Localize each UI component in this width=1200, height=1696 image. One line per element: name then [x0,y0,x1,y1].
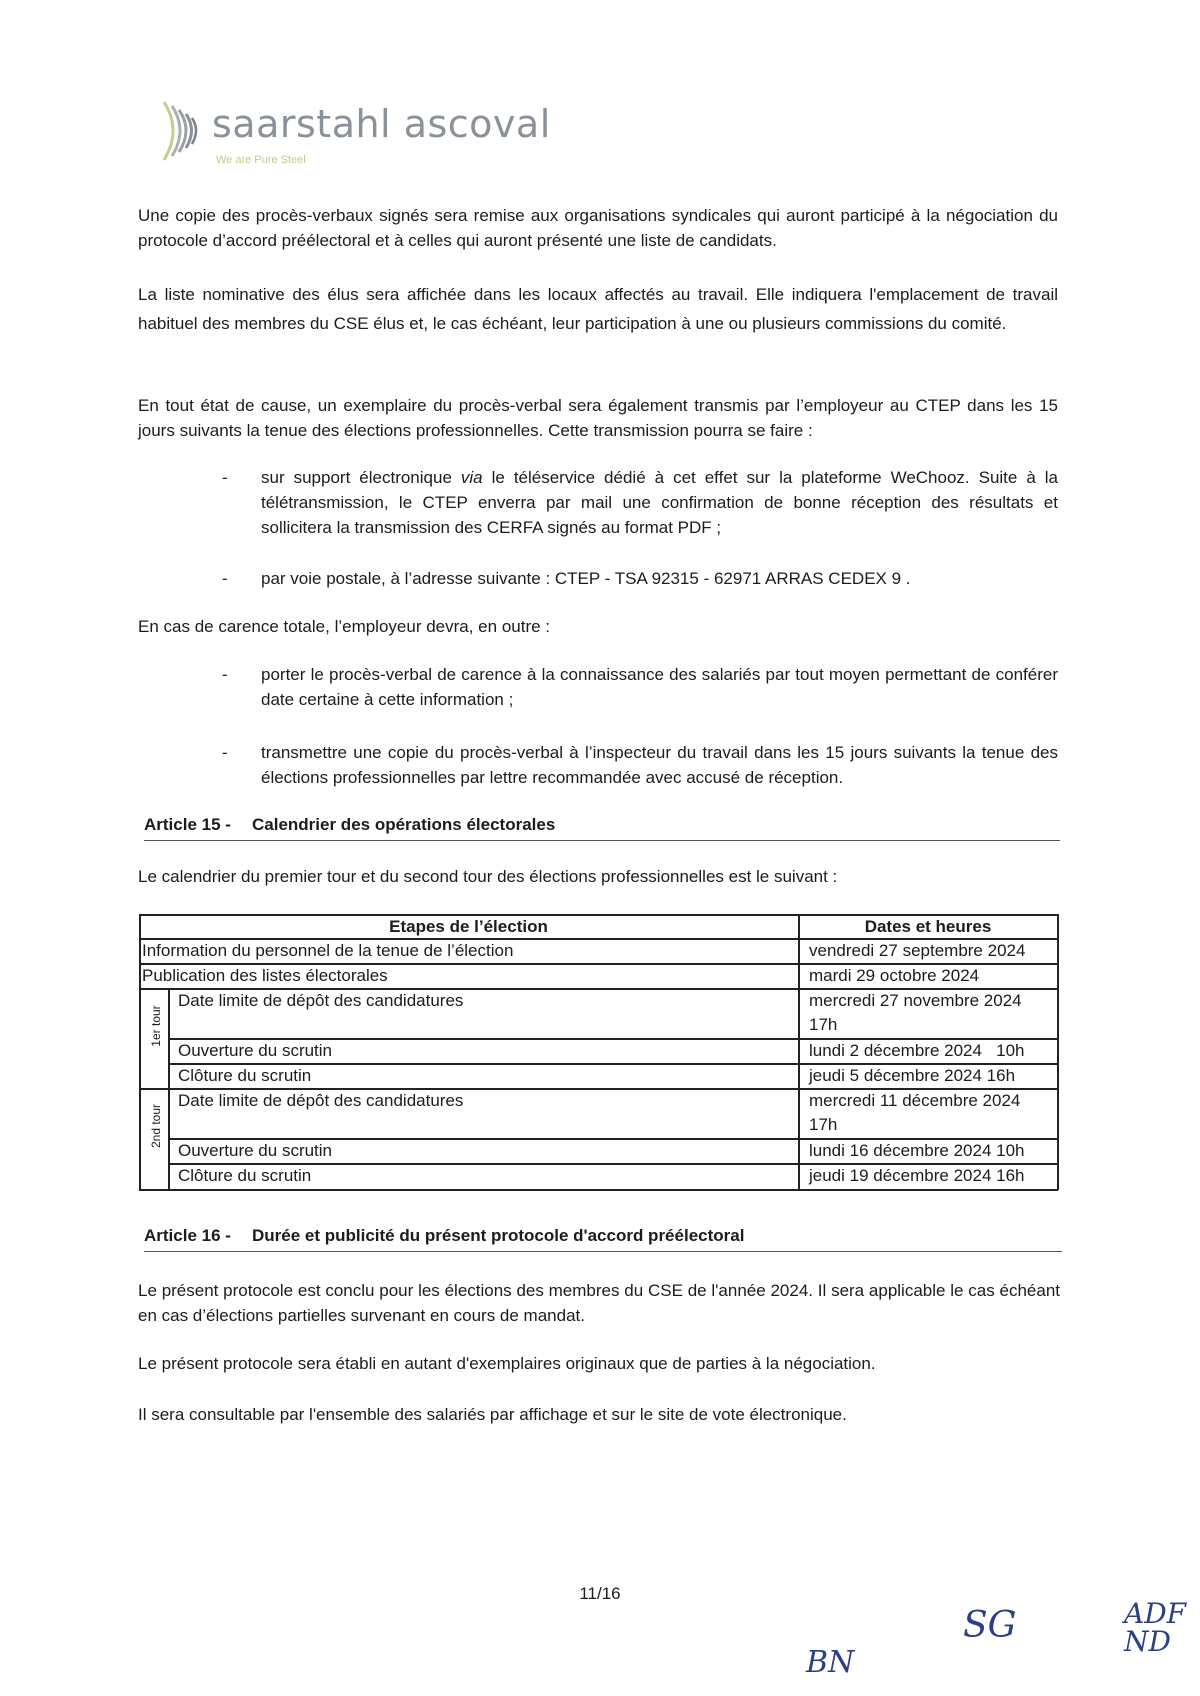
bullet-text: transmettre une copie du procès-verbal à l’inspecteur du travail dans les 15 jours suivants la tenue des élections professionnelles par lettre recommandée avec accusé de réception. [261,743,1058,787]
bullet-text: sur support électronique via le téléservice dédié à cet effet sur la plateforme WeChooz. Suite à la télétransmission, le CTEP enverra par mail une confirmation de bonne réception des résultats et sollicitera la transmission des CERFA signés au format PDF ; [261,468,1059,537]
handwritten-initials: BN [806,1645,855,1680]
table-cell-step: Ouverture du scrutin [178,1041,333,1060]
handwritten-initials: SG [963,1605,1017,1646]
table-cell-step: Publication des listes électorales [142,966,388,985]
company-logo [160,96,551,176]
bullet-dash: - [222,743,228,762]
logo-tagline: We are Pure Steel [216,154,306,166]
table-cell-date: vendredi 27 septembre 2024 [809,941,1026,960]
bullet-dash: - [222,569,228,588]
bullet-text: porter le procès-verbal de carence à la connaissance des salariés par tout moyen permettant de conférer date certaine à cette information ; [261,665,1058,709]
table-cell-step: Date limite de dépôt des candidatures [178,1091,464,1110]
logo-wave-icon [160,96,210,166]
paragraph-ctep: En tout état de cause, un exemplaire du procès-verbal sera également transmis par l’employeur au CTEP dans les 15 jours suivants la tenue des élections professionnelles. Cette transmission pourra se faire : [138,396,1058,440]
calendar-intro: Le calendrier du premier tour et du second tour des élections professionnelles est le suivant : [138,867,838,886]
paragraph-protocol-display: Il sera consultable par l'ensemble des salariés par affichage et sur le site de vote électronique. [138,1405,847,1424]
table-header-steps: Etapes de l’élection [389,917,548,936]
logo-name: saarstahl ascoval [212,102,551,146]
paragraph-protocol-scope: Le présent protocole est conclu pour les élections des membres du CSE de l'année 2024. Il sera applicable le cas échéant en cas d’élections partielles survenant en cours de mandat. [138,1281,1060,1325]
table-cell-date: mercredi 27 novembre 2024 [809,991,1022,1010]
article-16-heading [144,1226,1062,1252]
article-15-heading [144,815,1060,841]
article-number: Article 16 - [144,1226,231,1245]
bullet-dash: - [222,468,228,487]
table-cell-step: Date limite de dépôt des candidatures [178,991,464,1010]
table-cell-date-time: 17h [809,1115,838,1134]
article-number: Article 15 - [144,815,231,834]
table-cell-step: Information du personnel de la tenue de l’élection [142,941,514,960]
table-cell-date: mardi 29 octobre 2024 [809,966,980,985]
paragraph-carence: En cas de carence totale, l’employeur devra, en outre : [138,617,551,636]
table-cell-date: jeudi 5 décembre 2024 16h [809,1066,1016,1085]
table-cell-step: Clôture du scrutin [178,1066,312,1085]
table-cell-date: mercredi 11 décembre 2024 [809,1091,1021,1110]
table-cell-date-time: 17h [809,1015,838,1034]
article-title: Calendrier des opérations électorales [252,815,556,834]
article-title: Durée et publicité du présent protocole d'accord préélectoral [252,1226,745,1245]
page-number: 11/16 [579,1584,621,1603]
bullet-dash: - [222,665,228,684]
table-header-dates: Dates et heures [864,917,992,936]
paragraph-elected-list: La liste nominative des élus sera affichée dans les locaux affectés au travail. Elle indiquera l'emplacement de travail habituel des membres du CSE élus et, le cas échéant, leur participation à une ou plusieurs commissions du comité. [138,285,1058,333]
paragraph-protocol-copies: Le présent protocole sera établi en autant d'exemplaires originaux que de parties à la négociation. [138,1354,876,1373]
bullet-text: par voie postale, à l’adresse suivante : CTEP - TSA 92315 - 62971 ARRAS CEDEX 9 . [261,569,911,588]
election-calendar-table [139,914,1058,1198]
tour-1-label: 1er tour [149,1005,163,1047]
table-cell-date: jeudi 19 décembre 2024 16h [809,1166,1025,1185]
tour-2-label: 2nd tour [149,1103,163,1149]
table-cell-date: lundi 16 décembre 2024 10h [809,1141,1025,1160]
paragraph-pv-copy: Une copie des procès-verbaux signés sera remise aux organisations syndicales qui auront participé à la négociation du protocole d’accord préélectoral et à celles qui auront présenté une liste de candidats. [138,206,1058,250]
handwritten-initials: ADF ND [1124,1597,1187,1658]
table-cell-step: Clôture du scrutin [178,1166,312,1185]
table-cell-step: Ouverture du scrutin [178,1141,333,1160]
table-cell-date: lundi 2 décembre 2024 10h [809,1041,1025,1060]
